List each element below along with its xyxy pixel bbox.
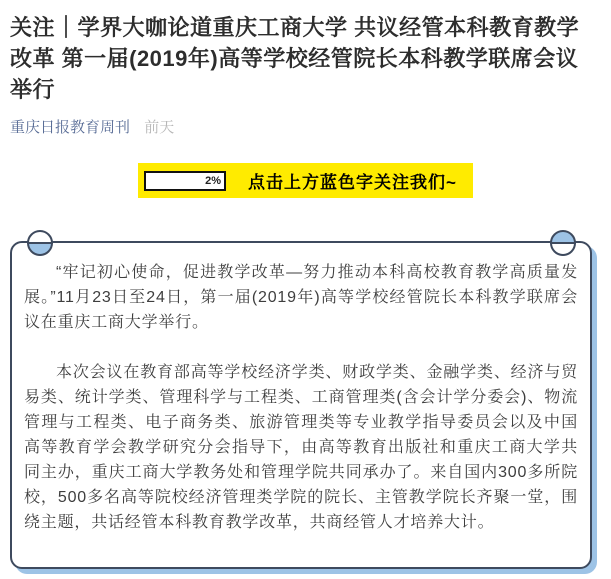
follow-banner-image[interactable] xyxy=(138,163,473,198)
image-loading-progress-value: 2% xyxy=(205,174,222,187)
follow-banner-text: 点击上方蓝色字关注我们~ xyxy=(248,173,457,192)
paragraph-details: 本次会议在教育部高等学校经济学类、财政学类、金融学类、经济与贸易类、统计学类、管理科学与工程类、工商管理类(含会计学分委会)、物流管理与工程类、电子商务类、旅游管理类等专业教学指导委员会以及中国高等教育学会教学研究分会指导下，由高等教育出版社和重庆工商大学共同主办，重庆工商大学教务处和管理学院共同承办了。来自国内300多所院校，500多名高等院校经济管理类学院的院长、主管教学院长齐聚一堂，围绕主题，共话经管本科教育教学改革，共商经管人才培养大计。 xyxy=(24,364,578,531)
paragraph-intro: “牢记初心使命，促进教学改革—努力推动本科高校教育教学高质量发展。”11月23日至24日，第一届(2019年)高等学校经管院长本科教学联席会议在重庆工商大学举行。 xyxy=(24,264,578,331)
banner-row xyxy=(0,163,611,198)
image-loading-progress xyxy=(144,171,226,191)
content-box xyxy=(10,241,592,569)
account-name-link[interactable]: 重庆日报教育周刊 xyxy=(10,119,131,136)
decorative-circle-right xyxy=(550,230,576,256)
decorative-circle-left xyxy=(27,230,53,256)
publish-date: 前天 xyxy=(144,119,175,136)
article-title: 关注｜学界大咖论道重庆工商大学 共议经管本科教育教学改革 第一届(2019年)高等学校经管院长本科教学联席会议举行 xyxy=(10,15,580,102)
byline xyxy=(10,118,601,138)
